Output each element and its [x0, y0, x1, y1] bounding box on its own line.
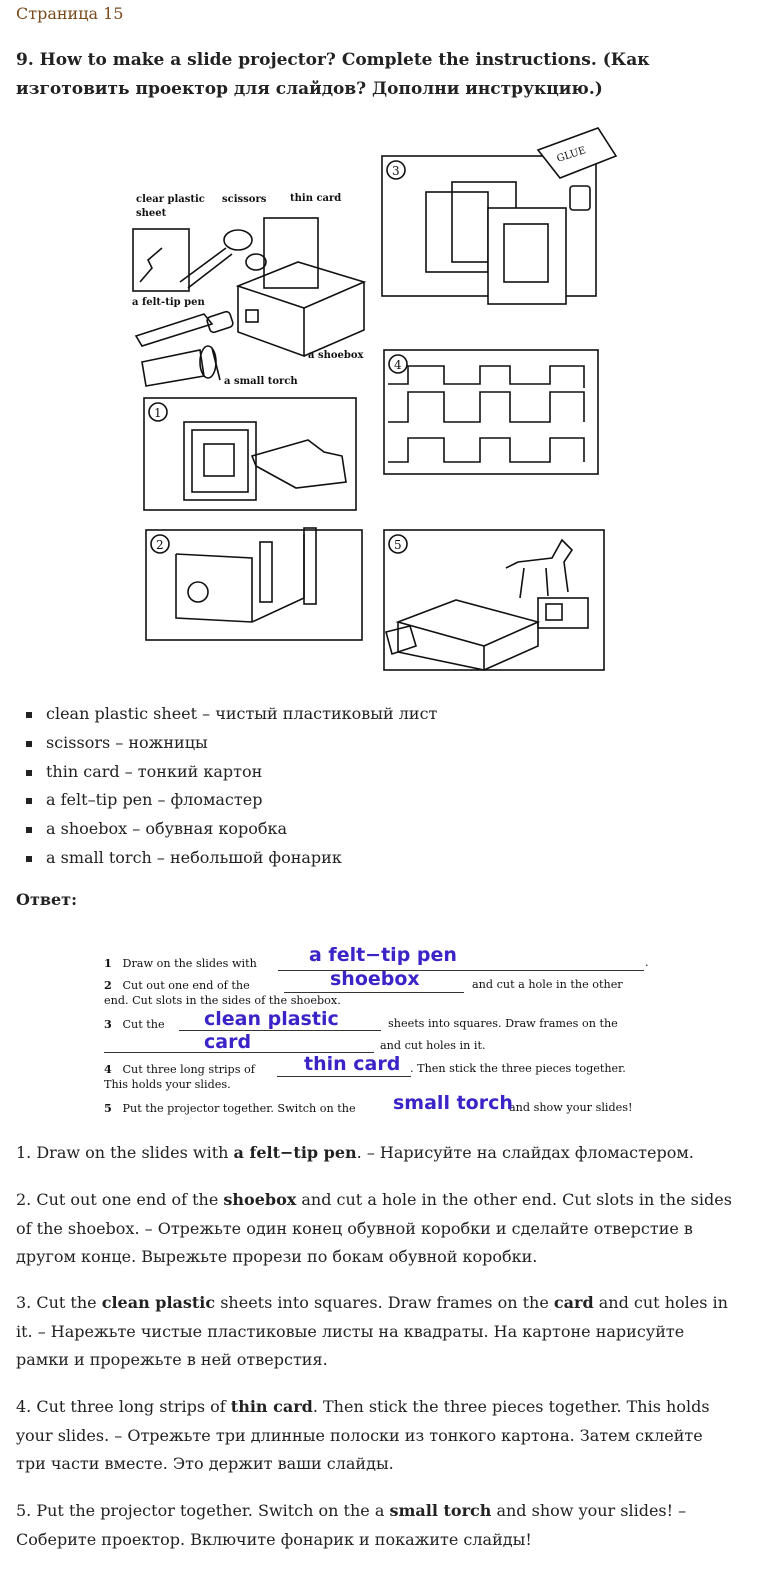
- task-title: [16, 46, 736, 104]
- projector-instructions-illustration: [128, 122, 624, 674]
- worksheet-text: .: [645, 956, 649, 969]
- torch-icon: [142, 346, 220, 386]
- vocabulary-list: [26, 700, 437, 873]
- bullet-icon: [26, 770, 32, 776]
- panel-4-number: 4: [394, 358, 402, 372]
- worksheet-line-3: [104, 1017, 165, 1031]
- bullet-icon: [26, 827, 32, 833]
- paragraph-text: 2. Cut out one end of the: [16, 1190, 224, 1209]
- worksheet-text: sheets into squares. Draw frames on the: [388, 1017, 618, 1030]
- handwritten-answer-2: shoebox: [330, 968, 420, 990]
- paragraph-text: and cut holes in it. – Нарежьте чистые пластиковые листы на квадраты. На картоне нарисуйте рамки и прорежьте в ней отверстия.: [16, 1293, 728, 1369]
- panel-2-number: 2: [156, 538, 164, 552]
- answer-paragraph-4: [16, 1393, 736, 1479]
- paragraph-text: 5. Put the projector together. Switch on the a: [16, 1501, 390, 1520]
- panel-3-number: 3: [392, 164, 400, 178]
- worksheet-text: Cut three long strips of: [122, 1063, 255, 1076]
- worksheet-line-5: [104, 1101, 356, 1115]
- label-sheet: sheet: [136, 208, 167, 219]
- vocab-text: a shoebox – обувная коробка: [46, 819, 288, 839]
- answer-paragraph-2: [16, 1186, 736, 1272]
- vocab-text: scissors – ножницы: [46, 732, 208, 752]
- thin-card-drawing: [264, 218, 318, 288]
- paragraph-text: 3. Cut the: [16, 1293, 102, 1312]
- vocab-text: thin card – тонкий картон: [46, 761, 263, 781]
- label-glue: GLUE: [555, 145, 588, 165]
- paragraph-text: 1. Draw on the slides with: [16, 1143, 234, 1162]
- panel-1-frame: [144, 398, 356, 510]
- label-scissors: scissors: [222, 194, 267, 205]
- worksheet-text: Put the projector together. Switch on the: [122, 1102, 356, 1115]
- worksheet-line-4: [104, 1062, 255, 1076]
- worksheet-text: and show your slides!: [509, 1101, 633, 1114]
- panel-5-number: 5: [394, 538, 402, 552]
- vocab-item: [26, 786, 437, 815]
- paragraph-text: sheets into squares. Draw frames on the: [215, 1293, 554, 1312]
- worksheet-line-2: [104, 978, 250, 992]
- worksheet-number: 3: [104, 1017, 112, 1031]
- paragraph-bold-answer: shoebox: [223, 1190, 297, 1209]
- worksheet-line-1: [104, 956, 257, 970]
- handwritten-answer-1: a felt−tip pen: [309, 944, 457, 966]
- shoebox-drawing: [238, 262, 364, 356]
- paragraph-bold-answer: thin card: [230, 1397, 313, 1416]
- paragraph-bold-answer: a felt−tip pen: [233, 1143, 357, 1162]
- panel-4-frame: [384, 350, 598, 474]
- answer-paragraph-5: [16, 1497, 736, 1554]
- projector-box-drawing: [398, 600, 538, 670]
- answer-paragraph-3: [16, 1289, 736, 1375]
- worksheet-text: and cut holes in it.: [380, 1039, 486, 1052]
- worksheet-number: 1: [104, 956, 112, 970]
- worksheet-text: . Then stick the three pieces together.: [410, 1062, 626, 1075]
- answer-paragraph-1: [16, 1139, 736, 1168]
- answer-blank: [277, 1076, 411, 1077]
- task-title-line-1: 9. How to make a slide projector? Complete the instructions. (Как: [16, 50, 650, 70]
- bullet-icon: [26, 856, 32, 862]
- panel-2-frame: [146, 530, 362, 640]
- paragraph-bold-answer: small torch: [389, 1501, 492, 1520]
- vocab-item: [26, 729, 437, 758]
- worksheet-text: This holds your slides.: [104, 1078, 231, 1091]
- vocab-item: [26, 758, 437, 787]
- handwritten-answer-3a: clean plastic: [204, 1008, 339, 1030]
- task-title-line-2: изготовить проектор для слайдов? Дополни инструкцию.): [16, 79, 603, 99]
- paragraph-text: and show your slides! – Соберите проектор. Включите фонарик и покажите слайды!: [16, 1501, 687, 1549]
- vocab-text: a small torch – небольшой фонарик: [46, 847, 342, 867]
- handwritten-answer-5: small torch: [393, 1092, 513, 1114]
- handwritten-answer-3b: card: [204, 1031, 252, 1053]
- glue-tube-icon: [538, 128, 616, 178]
- worksheet-text: Cut the: [122, 1018, 165, 1031]
- label-clear-plastic: clear plastic: [136, 194, 205, 205]
- answer-label: Ответ:: [16, 890, 77, 909]
- worksheet-number: 5: [104, 1101, 112, 1115]
- projected-dog-drawing: [506, 540, 572, 598]
- paragraph-bold-answer: card: [553, 1293, 594, 1312]
- paragraph-text: . – Нарисуйте на слайдах фломастером.: [356, 1143, 694, 1162]
- paragraph-text: 4. Cut three long strips of: [16, 1397, 231, 1416]
- plastic-crack-line: [140, 248, 162, 282]
- bullet-icon: [26, 798, 32, 804]
- vocab-item: [26, 815, 437, 844]
- bullet-icon: [26, 712, 32, 718]
- worksheet-number: 2: [104, 978, 112, 992]
- label-shoebox: a shoebox: [308, 350, 364, 361]
- vocab-text: clean plastic sheet – чистый пластиковый лист: [46, 704, 438, 723]
- vocab-item: [26, 844, 437, 873]
- paragraph-bold-answer: clean plastic: [101, 1293, 216, 1312]
- worksheet-text: Cut out one end of the: [122, 979, 250, 992]
- page-label: Страница 15: [16, 4, 124, 23]
- vocab-item: [26, 700, 437, 729]
- glue-cap-icon: [570, 186, 590, 210]
- label-small-torch: a small torch: [224, 376, 298, 387]
- worksheet-text: and cut a hole in the other: [472, 978, 623, 991]
- answer-blank: [284, 992, 464, 993]
- label-thin-card: thin card: [290, 193, 342, 204]
- felt-tip-pen-icon: [136, 311, 234, 346]
- worksheet-number: 4: [104, 1062, 112, 1076]
- paragraph-text: and cut a hole in the other end. Cut slots in the sides of the shoebox. – Отрежьте один конец обувной коробки и сделайте отверстие в другом конце. Вырежьте прорези по бокам обувной коробки.: [16, 1190, 732, 1266]
- paragraph-text: . Then stick the three pieces together. This holds your slides. – Отрежьте три длинные полоски из тонкого картона. Затем склейте три части вместе. Это держит ваши слайды.: [16, 1397, 710, 1473]
- panel-1-number: 1: [154, 406, 162, 420]
- worksheet-text: end. Cut slots in the sides of the shoebox.: [104, 994, 341, 1007]
- worksheet-text: Draw on the slides with: [122, 957, 257, 970]
- vocab-text: a felt–tip pen – фломастер: [46, 790, 263, 810]
- completed-worksheet: [104, 940, 652, 1120]
- label-felt-tip-pen: a felt-tip pen: [132, 297, 205, 308]
- hand-with-pen-drawing: [252, 440, 346, 488]
- bullet-icon: [26, 741, 32, 747]
- handwritten-answer-4: thin card: [304, 1053, 401, 1075]
